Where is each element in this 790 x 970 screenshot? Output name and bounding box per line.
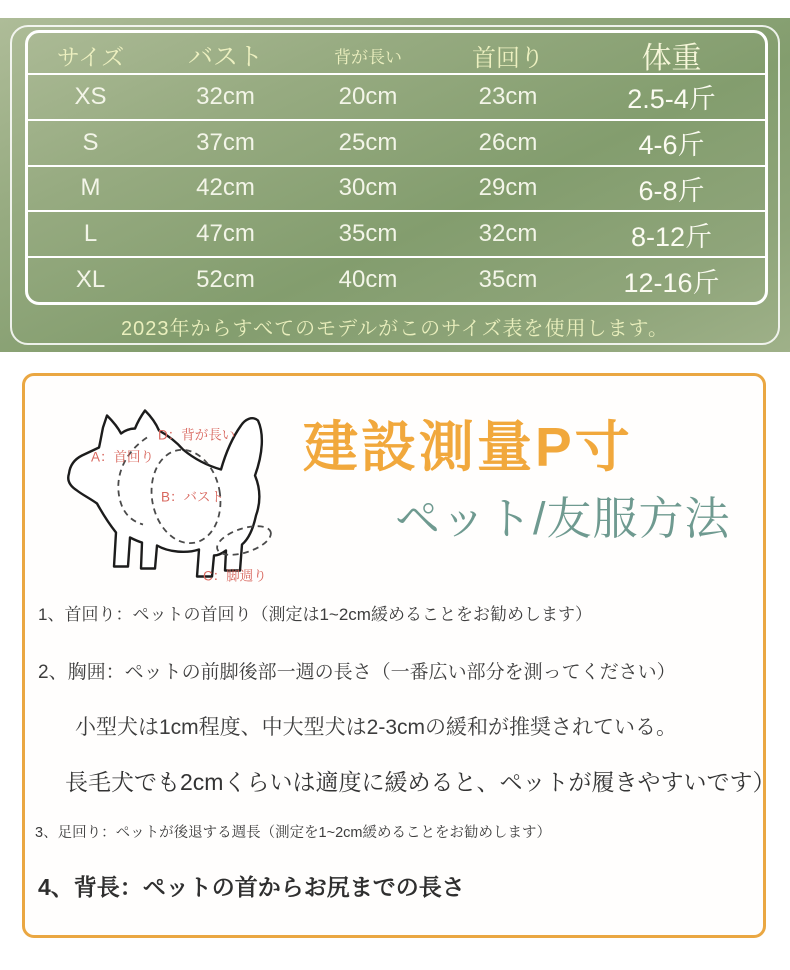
guide-title: 建設測量P寸 <box>303 416 633 478</box>
cell-neck: 35cm <box>478 266 538 294</box>
size-chart-panel <box>0 18 790 352</box>
instruction-leg: 3、足回り：ペットが後退する週長（測定を1~2cm緩めることをお勧めします） <box>35 825 551 841</box>
label-neck: A：首回り <box>91 449 155 465</box>
cell-weight: 6-8斤 <box>638 175 705 206</box>
header-bust: バスト <box>187 43 263 71</box>
table-row-s <box>28 119 765 165</box>
header-weight: 体重 <box>641 42 702 75</box>
header-size: サイズ <box>56 43 125 70</box>
size-chart-note: 2023年からすべてのモデルがこのサイズ表を使用します。 <box>121 318 669 340</box>
table-row-m <box>28 165 765 211</box>
measuring-guide-box <box>22 373 776 938</box>
table-row-xs <box>28 73 765 119</box>
cell-bust: 52cm <box>196 266 255 294</box>
cell-bust: 32cm <box>196 82 255 110</box>
header-neck: 首回り <box>472 44 544 72</box>
instruction-chest-note2: 長毛犬でも2cmくらいは適度に緩めると、ペットが履きやすいです） <box>65 769 776 795</box>
cell-back: 35cm <box>338 220 398 248</box>
table-row-xl <box>28 256 765 302</box>
guide-subtitle: ペット/友服方法 <box>395 493 731 544</box>
label-leg: C：脚週り <box>203 568 267 584</box>
cell-weight: 8-12斤 <box>630 221 713 252</box>
cell-back: 20cm <box>338 82 398 110</box>
cell-back: 30cm <box>338 174 398 202</box>
cell-neck: 26cm <box>478 128 538 156</box>
cell-weight: 4-6斤 <box>638 130 705 161</box>
cell-back: 40cm <box>338 266 398 294</box>
instruction-back-length: 4、背長：ペットの首からお尻までの長さ <box>38 874 465 900</box>
label-bust: B：バスト <box>161 489 225 505</box>
cell-size: L <box>83 220 98 248</box>
cell-size: XS <box>74 82 107 110</box>
label-back: D：背が長い <box>158 427 236 443</box>
cell-weight: 2.5-4斤 <box>627 84 716 115</box>
cell-neck: 23cm <box>478 82 538 110</box>
cell-size: S <box>82 128 99 156</box>
cell-bust: 42cm <box>196 174 255 202</box>
cell-size: M <box>80 174 101 202</box>
instruction-chest-note1: 小型犬は1cm程度、中大型犬は2-3cmの緩和が推奨されている。 <box>75 716 678 739</box>
cell-weight: 12-16斤 <box>623 267 720 298</box>
cell-bust: 47cm <box>196 220 255 248</box>
size-table-header-row <box>28 33 765 73</box>
cell-size: XL <box>75 266 106 294</box>
cell-neck: 29cm <box>478 174 538 202</box>
cell-back: 25cm <box>338 128 398 156</box>
dog-measurement-diagram <box>55 392 305 590</box>
cell-bust: 37cm <box>196 128 255 156</box>
cell-neck: 32cm <box>478 220 538 248</box>
table-row-l <box>28 210 765 256</box>
size-table <box>25 30 768 305</box>
instruction-neck: 1、首回り：ペットの首回り（測定は1~2cm緩めることをお勧めします） <box>38 605 592 624</box>
header-back: 背が長い <box>334 47 402 67</box>
instruction-chest: 2、胸囲：ペットの前脚後部一週の長さ（一番広い部分を測ってください） <box>38 662 676 683</box>
